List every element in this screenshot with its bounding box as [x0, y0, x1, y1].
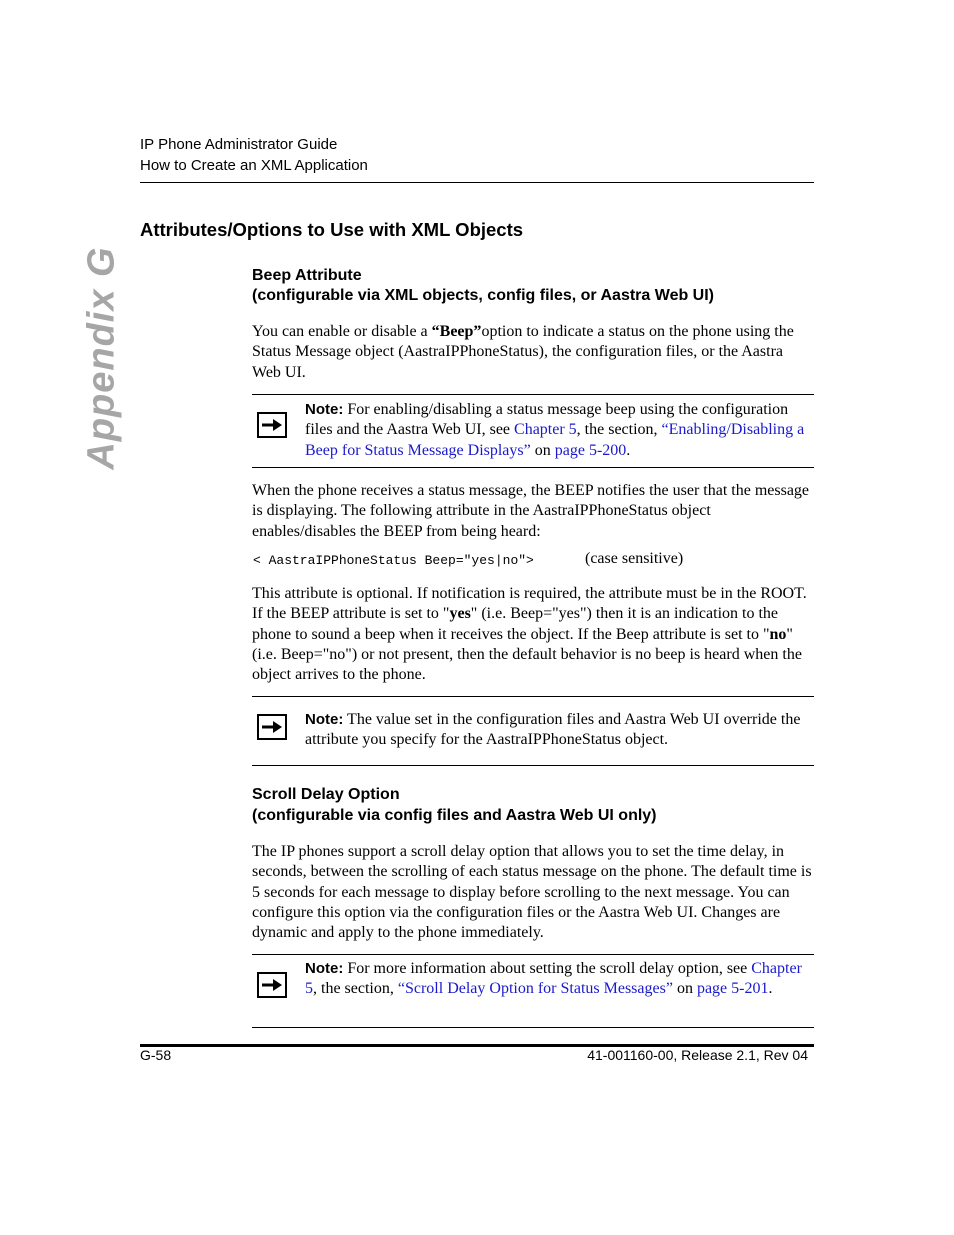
note-3-text: Note: For more information about setting the scroll delay option, see Chapter 5, the section, “Scroll Delay Option for Status Messages” on page 5-201.	[305, 960, 802, 998]
beep-code-sample: < AastraIPPhoneStatus Beep="yes|no">	[253, 553, 534, 568]
beep-paragraph-1: You can enable or disable a “Beep”option to indicate a status on the phone using the Status Message object (AastraIPPhoneStatus), the configuration files, or the Aastra Web UI.	[252, 323, 794, 381]
beep-subheading: (configurable via XML objects, config files, or Aastra Web UI)	[252, 287, 715, 304]
note-2-text: Note: The value set in the configuration files and Aastra Web UI override the attribute you specify for the AastraIPPhoneStatus object.	[305, 711, 801, 749]
chapter-5-link[interactable]: Chapter 5	[305, 960, 802, 998]
note-1-text: Note: For enabling/disabling a status message beep using the configuration files and the Aastra Web UI, see Chapter 5, the section, “Enabling/Disabling a Beep for Status Message Displays” on page 5-200.	[305, 401, 805, 459]
scroll-delay-section-link[interactable]: “Scroll Delay Option for Status Messages”	[397, 980, 673, 998]
beep-paragraph-2: When the phone receives a status message, the BEEP notifies the user that the message is displaying. The following attribute in the AastraIPPhoneStatus object enables/disables the BEEP from being heard:	[252, 482, 810, 540]
header-rule	[140, 182, 814, 183]
section-title: Attributes/Options to Use with XML Objects	[140, 219, 524, 240]
note-box-1	[252, 394, 814, 468]
page-5-201-link[interactable]: page 5-201	[696, 980, 769, 998]
note-box-2	[252, 696, 814, 766]
scroll-delay-subheading: (configurable via config files and Aastra Web UI only)	[252, 807, 657, 824]
beep-section-link[interactable]: “Enabling/Disabling a Beep for Status Message Displays”	[305, 421, 805, 459]
page-5-200-link[interactable]: page 5-200	[554, 441, 627, 459]
arrow-right-icon	[257, 714, 287, 740]
arrow-right-icon	[257, 412, 287, 438]
scroll-delay-heading: Scroll Delay Option	[252, 786, 400, 803]
chapter-5-link[interactable]: Chapter 5	[514, 421, 577, 439]
case-sensitive-note: (case sensitive)	[585, 550, 684, 567]
arrow-right-icon	[257, 972, 287, 998]
note-box-3	[252, 954, 814, 1028]
header-chapter-title: How to Create an XML Application	[140, 157, 368, 174]
header-guide-title: IP Phone Administrator Guide	[140, 136, 338, 153]
footer-document-id: 41-001160-00, Release 2.1, Rev 04	[587, 1047, 808, 1063]
beep-heading: Beep Attribute	[252, 267, 362, 284]
beep-paragraph-3: This attribute is optional. If notification is required, the attribute must be in the ROOT. If the BEEP attribute is set to "yes" (i.e. Beep="yes") then it is an indication to the phone to sound a beep when it receives the object. If the Beep attribute is set to "no" (i.e. Beep="no") or not present, then the default behavior is no beep is heard when the object arrives to the phone.	[252, 585, 807, 684]
footer-page-number: G-58	[140, 1047, 172, 1063]
scroll-delay-paragraph: The IP phones support a scroll delay option that allows you to set the time delay, in seconds, between the scrolling of each status message on the phone. The default time is 5 seconds for each message to display before scrolling to the next message. You can configure this option via the configuration files or the Aastra Web UI. Changes are dynamic and apply to the phone immediately.	[252, 843, 812, 942]
